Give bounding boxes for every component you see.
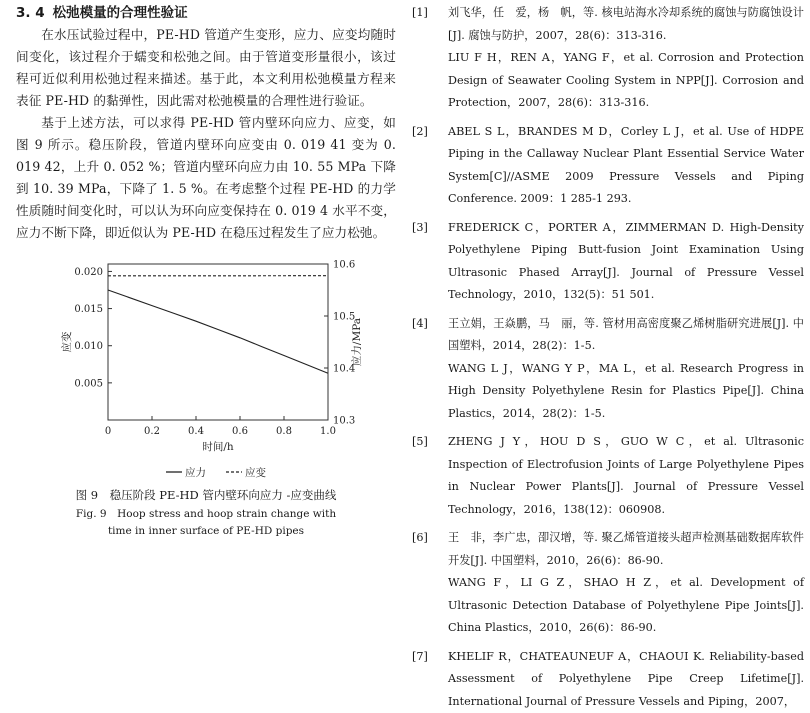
x-tick-label: 0.8	[276, 426, 292, 437]
reference-text: LIU F H，REN A，YANG F，et al. Corrosion and Protection Design of Seawater Cooling System in NPP[J]. Corrosion and Protection，2007，28(6)：313-316.	[448, 47, 804, 115]
legend-strain-label: 应变	[245, 466, 266, 479]
reference-text: ABEL S L，BRANDES M D，Corley L J，et al. Use of HDPE Piping in the Callaway Nuclear Plant Essential Service Water System[C]//ASME 2009 Pressure Vessels and Piping Conference. 2009：1 285-1 293.	[448, 121, 804, 211]
x-tick-label: 0.6	[232, 426, 248, 437]
reference-number: [4]	[412, 313, 428, 336]
stress-line	[108, 290, 328, 373]
y-right-axis-label: 应力/MPa	[350, 318, 363, 366]
y-right-tick-label: 10.6	[333, 260, 355, 271]
reference-item	[408, 2, 804, 115]
reference-number: [6]	[412, 527, 428, 550]
plot-frame	[108, 264, 328, 420]
figure-caption-en-2: time in inner surface of PE-HD pipes	[16, 523, 396, 540]
paragraph-1: 在水压试验过程中，PE-HD 管道产生变形，应力、应变均随时间变化，该过程介于蠕变和松弛之间。由于管道变形量很小，该过程可近似利用松弛过程来描述。基于此，本文利用松弛模量方程来表征 PE-HD 的黏弹性，因此需对松弛模量的合理性进行验证。	[16, 24, 396, 112]
reference-number: [1]	[412, 2, 428, 25]
reference-item	[408, 121, 804, 211]
section-number: 3. 4	[16, 5, 45, 21]
reference-text: 王立娟，王焱鹏，马 丽，等. 管材用高密度聚乙烯树脂研究进展[J]. 中国塑料，2014，28(2)：1-5.	[448, 313, 804, 358]
reference-item	[408, 527, 804, 640]
reference-number: [5]	[412, 431, 428, 454]
y-right-tick-label: 10.3	[333, 416, 355, 427]
reference-text: FREDERICK C，PORTER A，ZIMMERMAN D. High-Density Polyethylene Piping Butt-fusion Joint Examination Using Ultrasonic Phased Array[J]. Journal of Pressure Vessel Technology，2010，132(5)：51 501.	[448, 217, 804, 307]
reference-number: [7]	[412, 646, 428, 669]
reference-text: 刘飞华，任 爱，杨 帆，等. 核电站海水冷却系统的腐蚀与防腐蚀设计[J]. 腐蚀与防护，2007，28(6)：313-316.	[448, 2, 804, 47]
reference-item	[408, 431, 804, 521]
figure-caption-cn: 图 9 稳压阶段 PE-HD 管内壁环向应力 -应变曲线	[16, 486, 396, 504]
x-tick-label: 0	[105, 426, 111, 437]
reference-text: 王 非，李广忠，卲汉增，等. 聚乙烯管道接头超声检测基础数据库软件开发[J]. 中国塑料，2010，26(6)：86-90.	[448, 527, 804, 572]
figure-9	[16, 252, 396, 484]
section-heading	[16, 2, 396, 24]
x-tick-label: 0.2	[144, 426, 160, 437]
reference-item	[408, 646, 804, 713]
figure-caption-en-1: Fig. 9 Hoop stress and hoop strain change with	[16, 506, 396, 523]
reference-number: [3]	[412, 217, 428, 240]
x-tick-label: 0.4	[188, 426, 204, 437]
reference-item	[408, 313, 804, 426]
y-right-tick-label: 10.4	[333, 364, 355, 375]
stress-strain-chart	[16, 252, 396, 484]
x-axis-label: 时间/h	[202, 440, 234, 453]
paragraph-2: 基于上述方法，可以求得 PE-HD 管内壁环向应力、应变，如图 9 所示。稳压阶段，管道内壁环向应变由 0. 019 41 变为 0. 019 42，上升 0. 052 %；管道内壁环向应力由 10. 55 MPa 下降到 10. 39 MPa，下降了 1. 5 %。在考虑整个过程 PE-HD 的力学性质随时间变化时，可以认为环向应变保持在 0. 019 4 水平不变，应力不断下降，即近似认为 PE-HD 在稳压过程发生了应力松弛。	[16, 112, 396, 244]
reference-text: ZHENG J Y，HOU D S，GUO W C，et al. Ultrasonic Inspection of Electrofusion Joints of Large Polyethylene Pipes in Nuclear Power Plants[J]. Journal of Pressure Vessel Technology，2016，138(12)：060908.	[448, 431, 804, 521]
reference-number: [2]	[412, 121, 428, 144]
references-column	[408, 2, 804, 713]
y-right-tick-label: 10.5	[333, 312, 355, 323]
y-left-tick-label: 0.005	[74, 378, 103, 389]
y-left-tick-label: 0.020	[74, 267, 103, 278]
y-left-axis-label: 应变	[60, 331, 73, 352]
reference-item	[408, 217, 804, 307]
reference-text: WANG L J，WANG Y P，MA L，et al. Research Progress in High Density Polyethylene Resin for Plastics Pipe[J]. China Plastics，2014，28(2)：1-5.	[448, 358, 804, 426]
y-left-tick-label: 0.015	[74, 304, 103, 315]
section-title: 松弛模量的合理性验证	[53, 5, 188, 21]
reference-text: KHELIF R，CHATEAUNEUF A，CHAOUI K. Reliability-based Assessment of Polyethylene Pipe Creep Lifetime[J]. International Journal of Pressure Vessels and Piping，2007，	[448, 646, 804, 713]
reference-text: WANG F，LI G Z，SHAO H Z，et al. Development of Ultrasonic Detection Database of Polyethylene Pipe Joints[J]. China Plastics，2010，26(6)：86-90.	[448, 572, 804, 640]
x-tick-label: 1.0	[320, 426, 336, 437]
left-column	[16, 0, 396, 540]
legend-stress-label: 应力	[185, 466, 206, 479]
y-left-tick-label: 0.010	[74, 341, 103, 352]
